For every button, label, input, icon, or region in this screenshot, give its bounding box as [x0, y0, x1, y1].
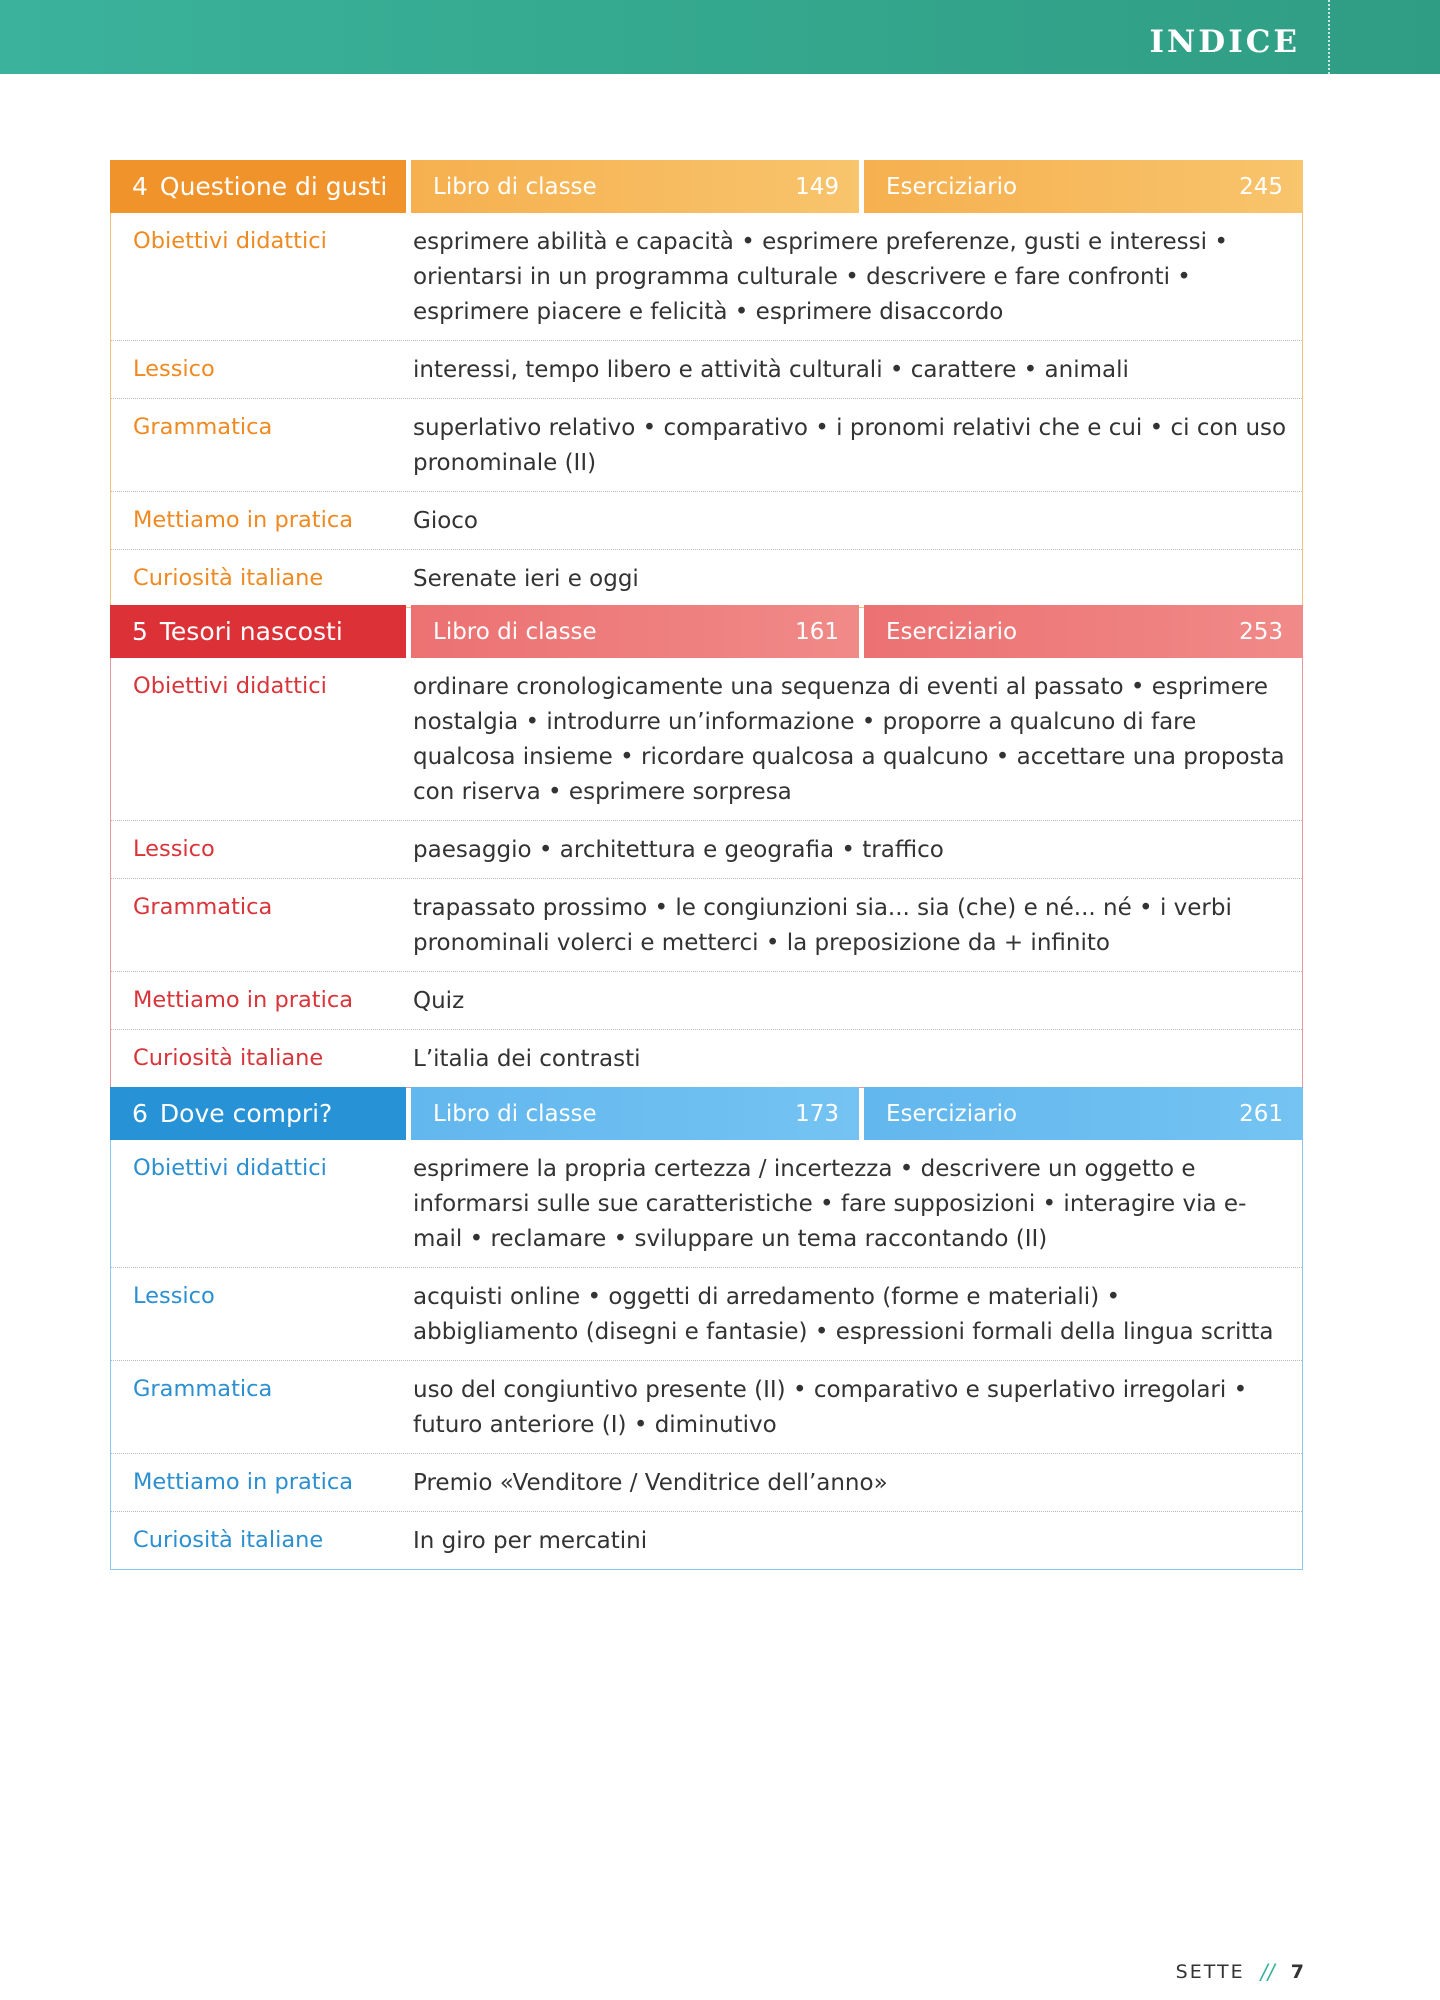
row-text: ordinare cronologicamente una sequenza di eventi al passato • esprimere nostalgia • introdurre un’informazione • proporre a qualcuno di fare qualcosa insieme • ricordare qualcosa a qualcuno • accettare una proposta con riserva • esprimere sorpresa: [413, 674, 1285, 805]
row-label: Lessico: [133, 1283, 215, 1309]
row-text: paesaggio • architettura e geografia • traffico: [413, 837, 944, 863]
table-row: [111, 213, 1302, 341]
book-label: Libro di classe: [433, 618, 597, 645]
unit-title: Dove compri?: [159, 1099, 333, 1128]
workbook-label: Eserciziario: [886, 173, 1018, 200]
unit-header: [110, 160, 1303, 213]
section-title: INDICE: [1149, 24, 1300, 60]
row-text: uso del congiuntivo presente (II) • comparativo e superlativo irregolari • futuro anteriore (I) • diminutivo: [413, 1377, 1248, 1438]
workbook-page: 253: [1239, 618, 1283, 645]
book-label: Libro di classe: [433, 1100, 597, 1127]
unit-header: [110, 1087, 1303, 1140]
workbook-page: 245: [1239, 173, 1283, 200]
table-row: [111, 879, 1302, 972]
row-label: Lessico: [133, 356, 215, 382]
book-ref: [411, 1087, 859, 1140]
page-word: SETTE: [1175, 1961, 1245, 1983]
row-text: In giro per mercatini: [413, 1528, 648, 1554]
row-text: Gioco: [413, 508, 479, 534]
row-text: esprimere la propria certezza / incertezza • descrivere un oggetto e informarsi sulle sue caratteristiche • fare supposizioni • interagire via e-mail • reclamare • sviluppare un tema raccontando (II): [413, 1156, 1247, 1252]
unit-title-cell: [110, 605, 406, 658]
unit-title-cell: [110, 160, 406, 213]
row-text: L’italia dei contrasti: [413, 1046, 641, 1072]
row-label: Obiettivi didattici: [133, 673, 327, 699]
row-text: esprimere abilità e capacità • esprimere preferenze, gusti e interessi • orientarsi in un programma culturale • descrivere e fare confronti • esprimere piacere e felicità • esprimere disaccordo: [413, 229, 1228, 325]
unit-number: 4: [132, 172, 148, 201]
row-label: Grammatica: [133, 414, 273, 440]
unit-body: [110, 1140, 1303, 1570]
book-ref: [411, 160, 859, 213]
unit-6-table: [110, 1087, 1303, 1570]
unit-4-table: [110, 160, 1303, 608]
unit-number: 6: [132, 1099, 148, 1128]
row-text: interessi, tempo libero e attività culturali • carattere • animali: [413, 357, 1129, 383]
table-row: [111, 1512, 1302, 1569]
table-row: [111, 1268, 1302, 1361]
workbook-page: 261: [1239, 1100, 1283, 1127]
row-label: Curiosità italiane: [133, 1527, 324, 1553]
row-label: Mettiamo in pratica: [133, 987, 353, 1013]
trim-mark: [1328, 0, 1330, 74]
book-ref: [411, 605, 859, 658]
unit-title: Questione di gusti: [159, 172, 388, 201]
row-label: Curiosità italiane: [133, 565, 324, 591]
row-text: Serenate ieri e oggi: [413, 566, 639, 592]
row-text: Premio «Venditore / Venditrice dell’anno»: [413, 1470, 888, 1496]
table-row: [111, 1140, 1302, 1268]
book-page: 173: [795, 1100, 839, 1127]
row-label: Mettiamo in pratica: [133, 507, 353, 533]
row-text: acquisti online • oggetti di arredamento (forme e materiali) • abbigliamento (disegni e fantasie) • espressioni formali della lingua scritta: [413, 1284, 1274, 1345]
table-row: [111, 658, 1302, 821]
row-text: trapassato prossimo • le congiunzioni sia... sia (che) e né... né • i verbi pronominali volerci e metterci • la preposizione da + infinito: [413, 895, 1232, 956]
row-label: Grammatica: [133, 1376, 273, 1402]
table-row: [111, 1030, 1302, 1087]
table-row: [111, 492, 1302, 550]
row-text: superlativo relativo • comparativo • i pronomi relativi che e cui • ci con uso pronominale (II): [413, 415, 1287, 476]
unit-5-table: [110, 605, 1303, 1088]
table-row: [111, 399, 1302, 492]
footer-separator: //: [1260, 1960, 1275, 1984]
unit-header: [110, 605, 1303, 658]
book-label: Libro di classe: [433, 173, 597, 200]
workbook-label: Eserciziario: [886, 618, 1018, 645]
book-page: 149: [795, 173, 839, 200]
row-label: Mettiamo in pratica: [133, 1469, 353, 1495]
table-row: [111, 821, 1302, 879]
page-footer: [1176, 1960, 1304, 1984]
workbook-ref: [864, 160, 1303, 213]
unit-number: 5: [132, 617, 148, 646]
table-row: [111, 550, 1302, 607]
header-band: [0, 0, 1440, 74]
unit-title: Tesori nascosti: [159, 617, 343, 646]
unit-body: [110, 213, 1303, 608]
workbook-ref: [864, 1087, 1303, 1140]
unit-body: [110, 658, 1303, 1088]
row-label: Curiosità italiane: [133, 1045, 324, 1071]
table-row: [111, 1361, 1302, 1454]
workbook-ref: [864, 605, 1303, 658]
row-label: Obiettivi didattici: [133, 1155, 327, 1181]
row-label: Grammatica: [133, 894, 273, 920]
page-number: 7: [1290, 1961, 1304, 1983]
table-row: [111, 972, 1302, 1030]
table-row: [111, 341, 1302, 399]
row-label: Lessico: [133, 836, 215, 862]
unit-title-cell: [110, 1087, 406, 1140]
workbook-label: Eserciziario: [886, 1100, 1018, 1127]
row-label: Obiettivi didattici: [133, 228, 327, 254]
row-text: Quiz: [413, 988, 465, 1014]
book-page: 161: [795, 618, 839, 645]
table-row: [111, 1454, 1302, 1512]
